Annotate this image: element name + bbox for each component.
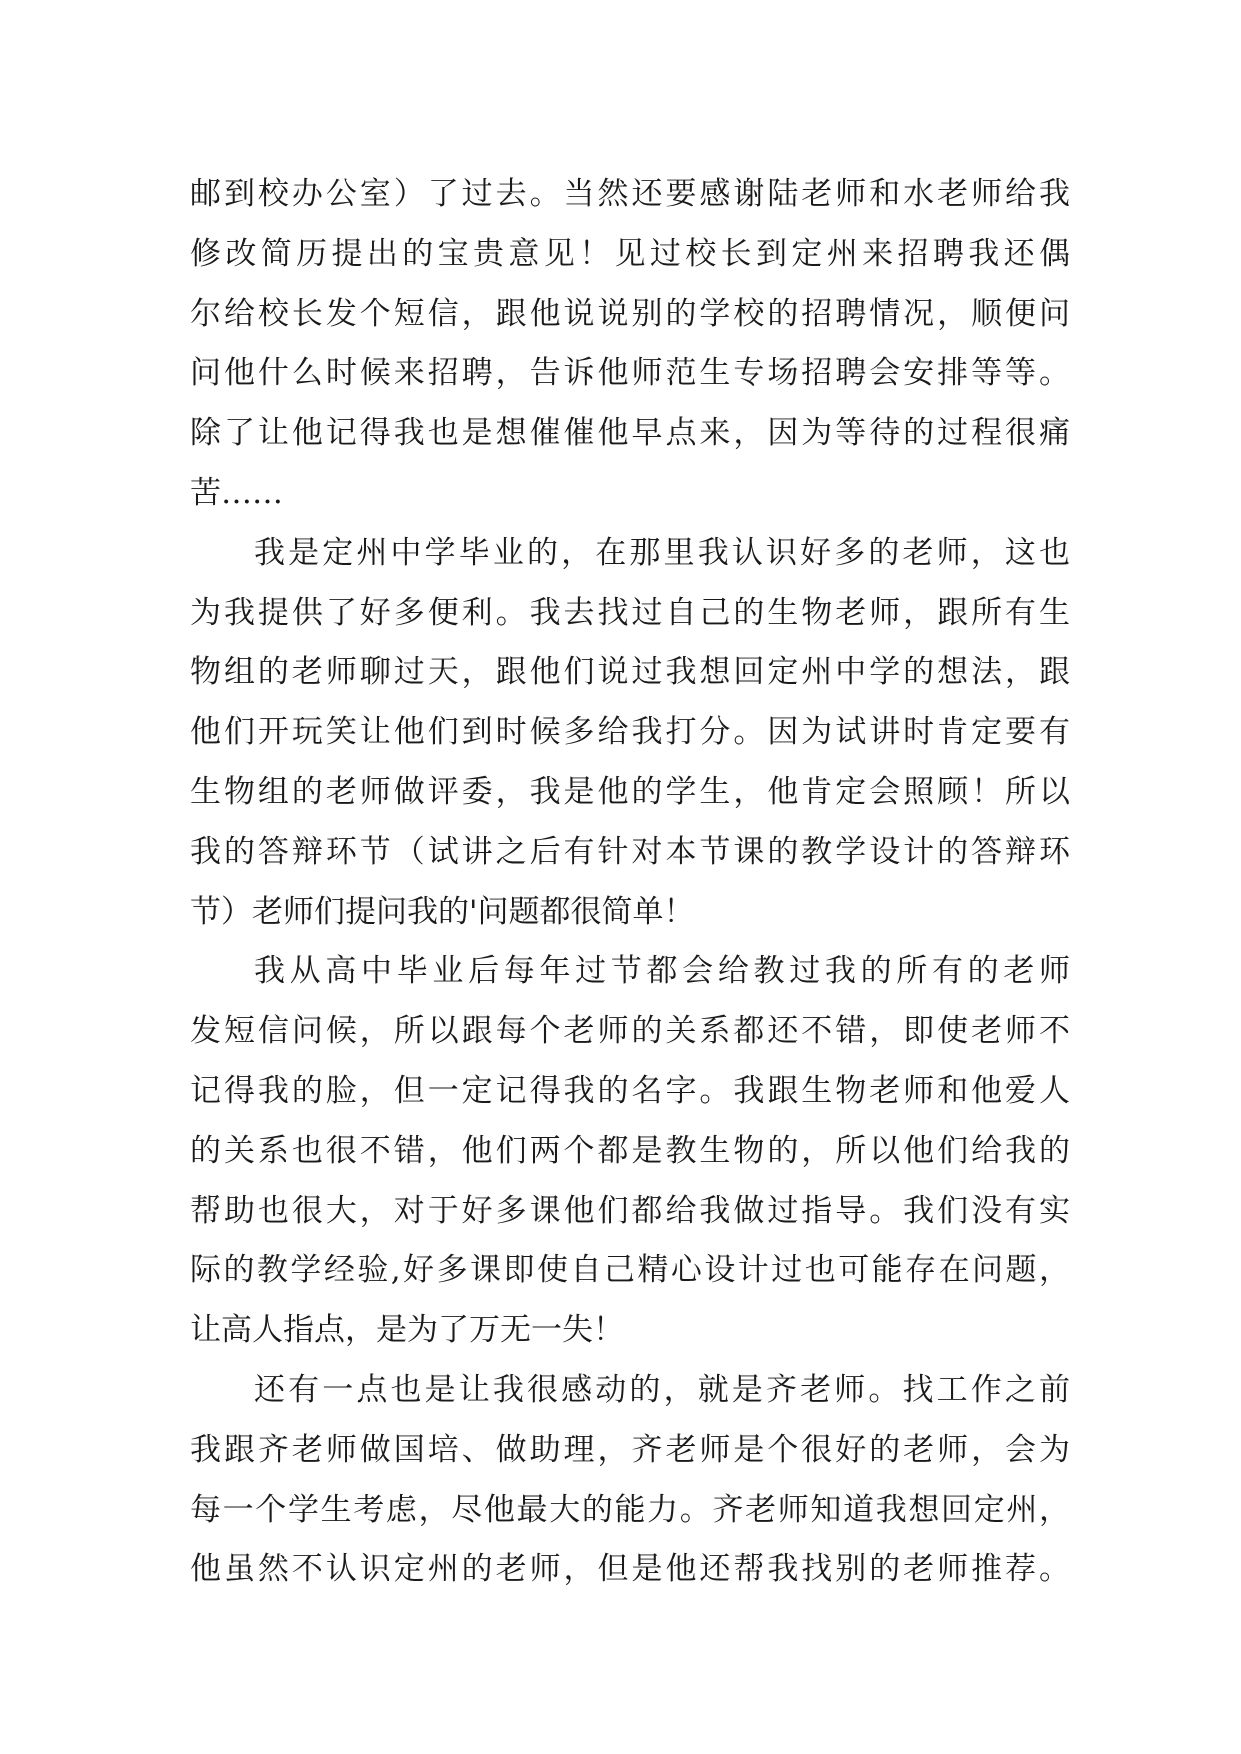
text-line: 我跟齐老师做国培、做助理，齐老师是个很好的老师，会为	[190, 1431, 1070, 1468]
text-line: 问他什么时候来招聘，告诉他师范生专场招聘会安排等等。	[190, 355, 1070, 392]
text-line: 每一个学生考虑，尽他最大的能力。齐老师知道我想回定州，	[190, 1491, 1070, 1528]
text-line: 修改简历提出的宝贵意见！见过校长到定州来招聘我还偶	[190, 235, 1070, 272]
text-line: 物组的老师聊过天，跟他们说过我想回定州中学的想法，跟	[190, 654, 1070, 691]
text-line: 他们开玩笑让他们到时候多给我打分。因为试讲时肯定要有	[190, 714, 1070, 751]
text-line: 还有一点也是让我很感动的，就是齐老师。找工作之前	[254, 1371, 1070, 1408]
text-line: 际的教学经验,好多课即使自己精心设计过也可能存在问题，	[190, 1252, 1070, 1289]
text-line: 发短信问候，所以跟每个老师的关系都还不错，即使老师不	[190, 1013, 1070, 1050]
text-line: 除了让他记得我也是想催催他早点来，因为等待的过程很痛	[190, 415, 1070, 452]
text-line: 他虽然不认识定州的老师，但是他还帮我找别的老师推荐。	[190, 1551, 1070, 1588]
text-line: 节）老师们提问我的'问题都很简单！	[190, 893, 695, 930]
text-line: 尔给校长发个短信，跟他说说别的学校的招聘情况，顺便问	[190, 295, 1070, 332]
text-line: 生物组的老师做评委，我是他的学生，他肯定会照顾！所以	[190, 773, 1070, 810]
text-line: 我从高中毕业后每年过节都会给教过我的所有的老师	[254, 953, 1070, 990]
text-line: 我是定州中学毕业的，在那里我认识好多的老师，这也	[254, 534, 1070, 571]
text-line: 的关系也很不错，他们两个都是教生物的，所以他们给我的	[190, 1132, 1070, 1169]
text-line: 让高人指点，是为了万无一失！	[190, 1312, 624, 1349]
text-line: 为我提供了好多便利。我去找过自己的生物老师，跟所有生	[190, 594, 1070, 631]
text-line: 我的答辩环节（试讲之后有针对本节课的教学设计的答辩环	[190, 833, 1070, 870]
text-line: 帮助也很大，对于好多课他们都给我做过指导。我们没有实	[190, 1192, 1070, 1229]
text-line: 苦……	[190, 474, 283, 511]
text-line: 记得我的脸，但一定记得我的名字。我跟生物老师和他爱人	[190, 1072, 1070, 1109]
body-text	[190, 165, 1070, 1600]
text-line: 邮到校办公室）了过去。当然还要感谢陆老师和水老师给我	[190, 176, 1070, 212]
